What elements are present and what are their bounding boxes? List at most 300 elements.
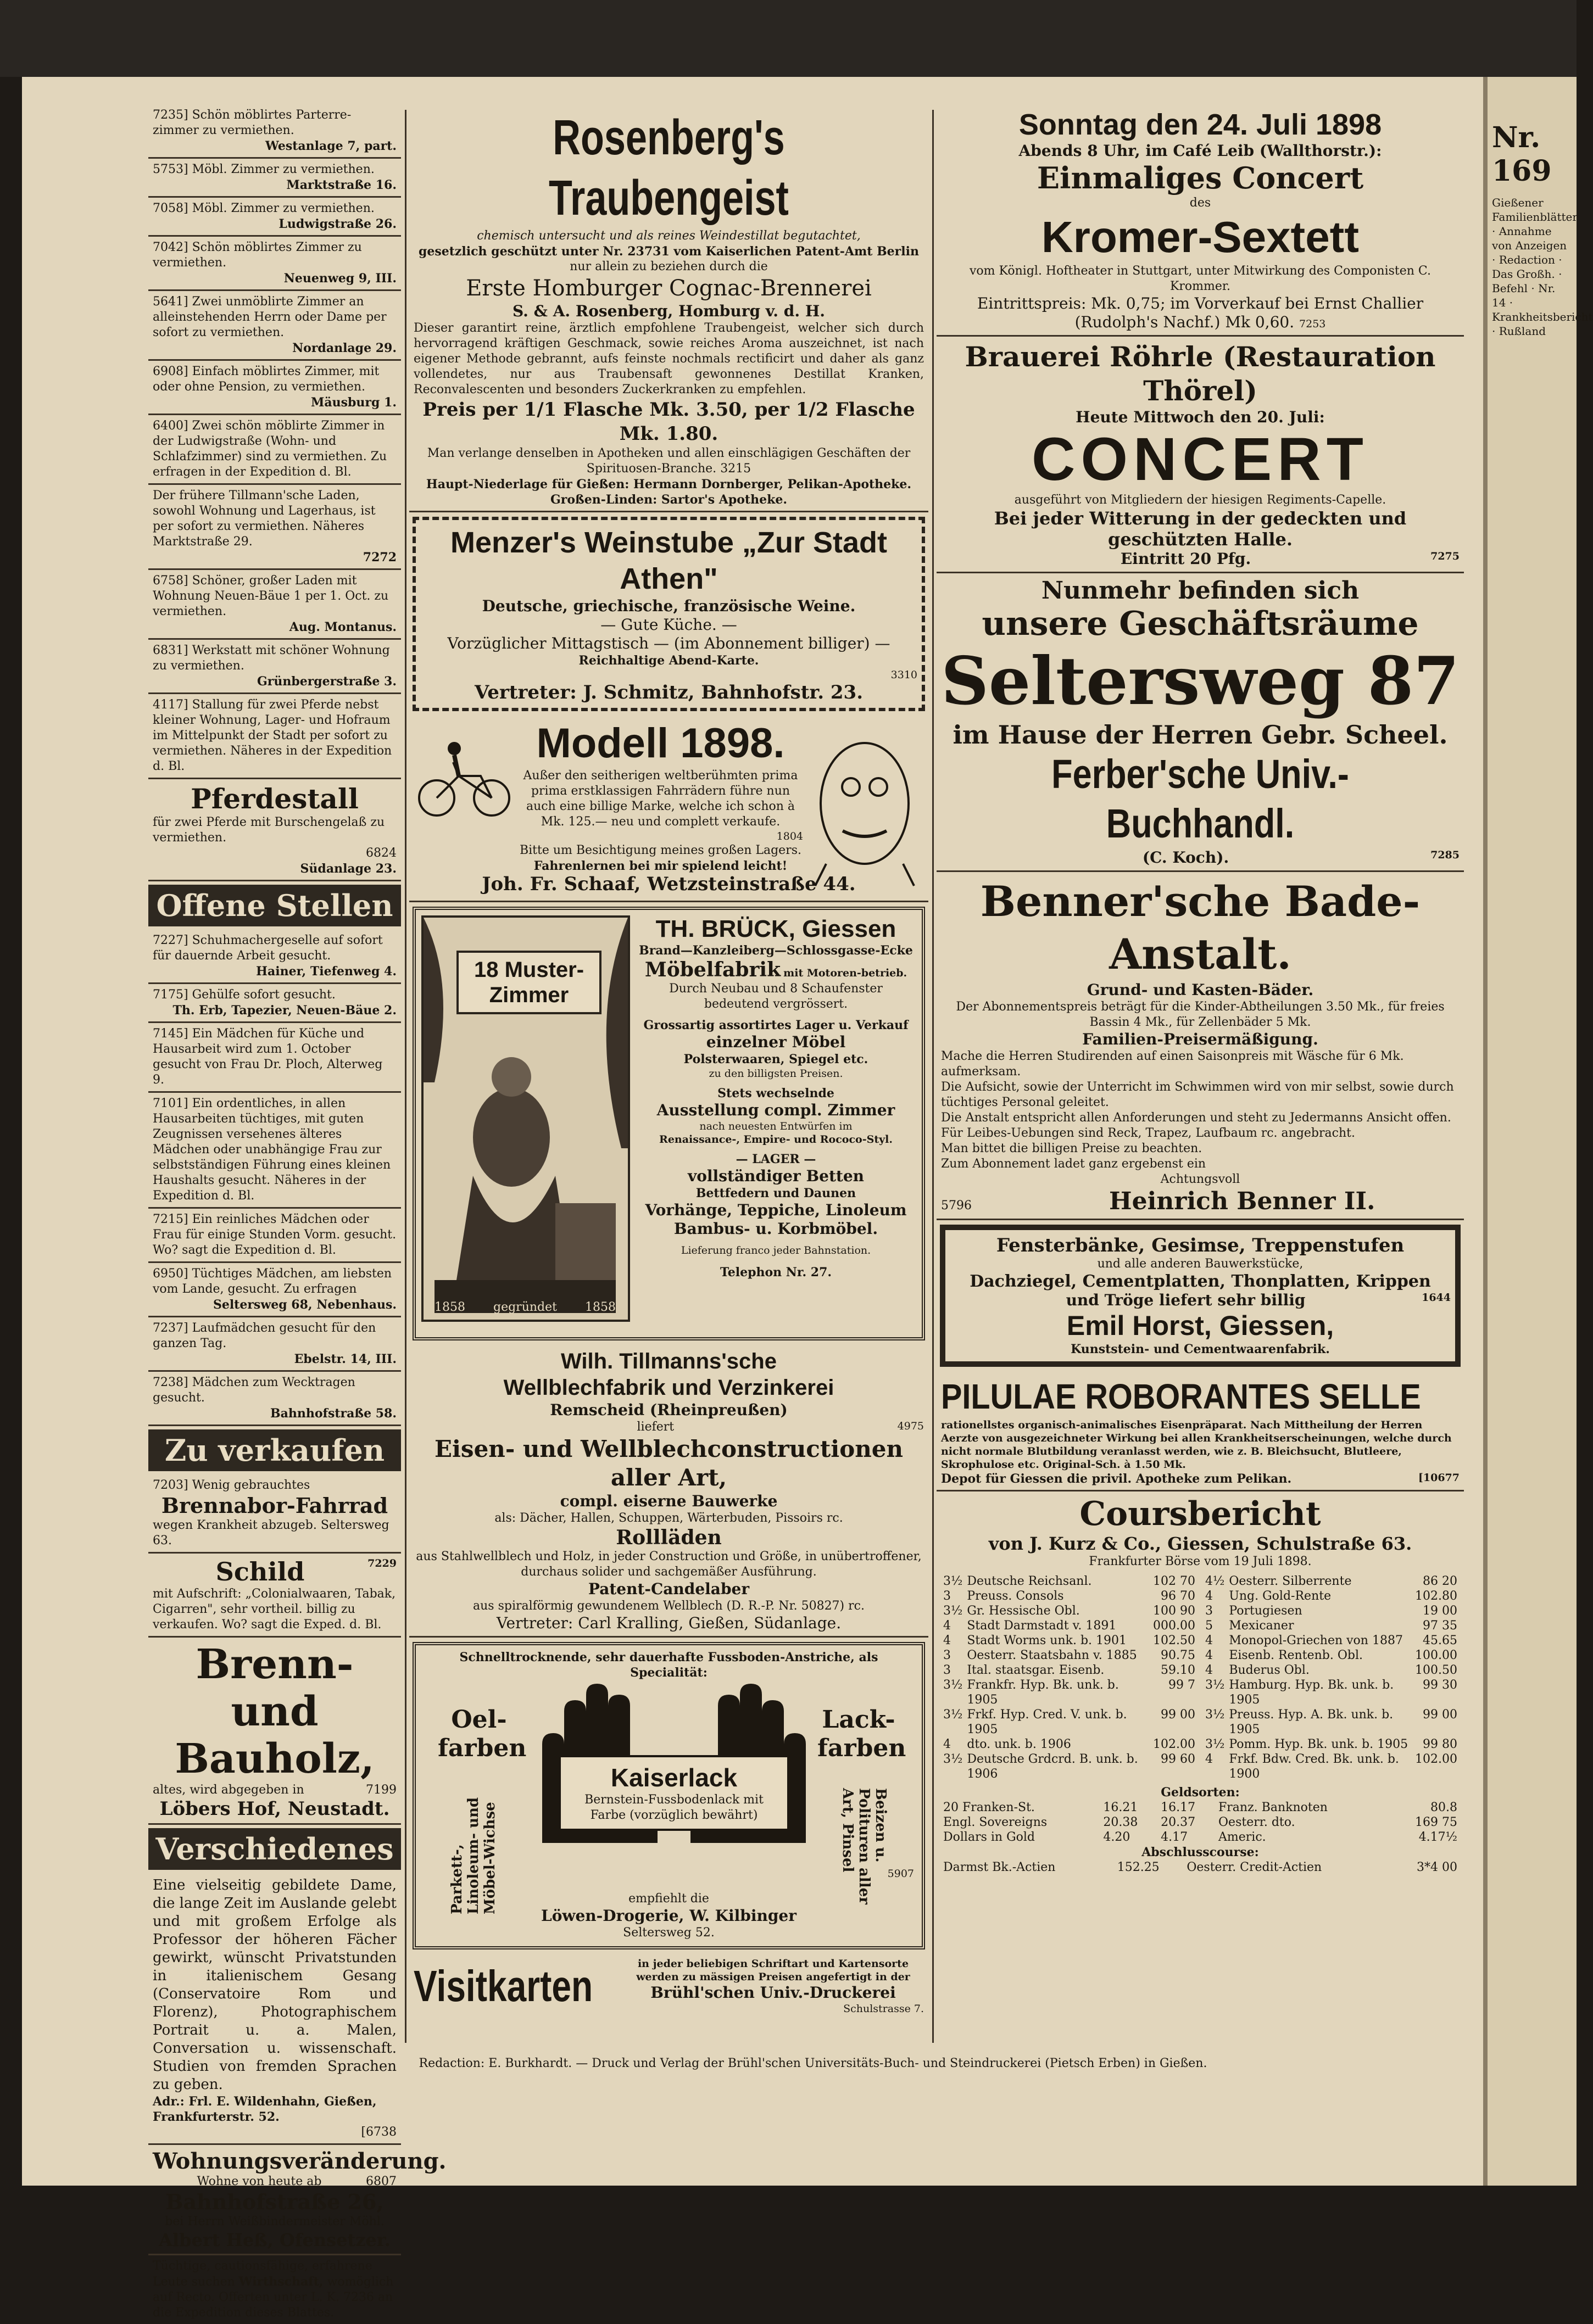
table-cell: Frankfr. Hyp. Bk. unk. b. 1905 bbox=[967, 1678, 1119, 1707]
emil-horst-ad bbox=[940, 1225, 1461, 1367]
facing-page bbox=[1483, 77, 1593, 2186]
table-row bbox=[1203, 1737, 1460, 1752]
ad-text: Zwei unmöblirte Zimmer an alleinstehenden Herrn oder Dame per sofort zu vermiethen. bbox=[153, 295, 387, 339]
table-cell: 96 70 bbox=[1161, 1589, 1195, 1603]
table-cell: 16.21 bbox=[1103, 1801, 1138, 1814]
table-cell: Hamburg. Hyp. Bk. unk. b. 1905 bbox=[1229, 1678, 1394, 1707]
ad-head: Schnelltrocknende, sehr dauerhafte Fussboden-Anstriche, als Specialität: bbox=[459, 1650, 878, 1680]
ad-firm: Ferber'sche Univ.-Buchhandl. bbox=[1051, 751, 1349, 846]
table-row bbox=[1203, 1604, 1460, 1618]
table-cell: 100.00 bbox=[1415, 1649, 1457, 1662]
ad-number: 7237] bbox=[153, 1321, 188, 1335]
ad-text: für zwei Pferde mit Burschengelaß zu vermiethen. bbox=[153, 815, 385, 845]
ad-line: Mache die Herren Studirenden auf einen Saisonpreis mit Wäsche für 6 Mk. aufmerksam. bbox=[941, 1049, 1404, 1079]
table-cell: Mexicaner bbox=[1229, 1619, 1294, 1633]
ad-big: CONCERT bbox=[1032, 426, 1369, 493]
ad-text: Tüchtiges Mädchen, am liebsten vom Lande, gesucht. Zu erfragen bbox=[153, 1267, 392, 1296]
table-cell: Americ. bbox=[1218, 1830, 1266, 1844]
ad-text: Tüchtige, cautionsfähige, erfahrene Leute suchen bbox=[153, 2259, 372, 2289]
table-cell: 3½ bbox=[1205, 1678, 1225, 1692]
table-cell: 4 bbox=[1205, 1649, 1213, 1662]
ad-text: Gehülfe sofort gesucht. bbox=[192, 988, 336, 1002]
ad-headline: Wohnungsveränderung. bbox=[153, 2148, 447, 2174]
absch-title: Abschlusscourse: bbox=[1141, 1845, 1259, 1859]
ad-line: Familien-Preisermäßigung. bbox=[1082, 1030, 1318, 1048]
ad-number: 6807 bbox=[366, 2175, 397, 2188]
ad-number: 7285 bbox=[1430, 849, 1460, 861]
ad-text: Schöner, großer Laden mit Wohnung Neuen-Bäue 1 per 1. Oct. zu vermiethen. bbox=[153, 574, 389, 618]
ad-number: 3215 bbox=[720, 462, 751, 476]
job-ad bbox=[148, 1317, 401, 1372]
ad-firm: Joh. Fr. Schaaf, Wetzsteinstraße 44. bbox=[482, 873, 856, 895]
ad-liefert: liefert bbox=[637, 1420, 675, 1434]
ad-number: 5641] bbox=[153, 295, 188, 309]
final-label-1: Darmst Bk.-Actien bbox=[943, 1861, 1056, 1874]
table-cell: 3½ bbox=[1205, 1708, 1225, 1722]
table-cell: 19 00 bbox=[1423, 1604, 1457, 1618]
ad-number: 6400] bbox=[153, 419, 188, 433]
ad-headline: Wilh. Tillmanns'sche bbox=[561, 1349, 777, 1373]
ad-number: 6831] bbox=[153, 644, 188, 657]
table-cell: 3 bbox=[943, 1589, 951, 1603]
ad-text: Möbl. Zimmer zu vermiethen. bbox=[192, 163, 375, 176]
table-cell: Frkf. Hyp. Cred. V. unk. b. 1905 bbox=[967, 1708, 1127, 1736]
table-row bbox=[1203, 1707, 1460, 1737]
ad-line: Zum Abonnement ladet ganz ergebenst ein bbox=[941, 1157, 1206, 1171]
ad-line: vollständiger Betten bbox=[687, 1167, 865, 1185]
ad-text: Stallung für zwei Pferde nebst kleiner Wohnung, Lager- und Hofraum im Mittelpunkt der Stadt per sofort zu vermiethen. Näheres in der Expedition d. Bl. bbox=[153, 698, 392, 773]
table-cell: 3 bbox=[943, 1649, 951, 1662]
column-rule bbox=[405, 110, 406, 2043]
table-cell: 4 bbox=[1205, 1752, 1213, 1766]
benner-badeanstalt-ad bbox=[937, 872, 1464, 1220]
ad-left: Oel-farben bbox=[438, 1706, 527, 1762]
ad-address: Adr.: Frl. E. Wildenhahn, Gießen, Frankfurterstr. 52. bbox=[153, 2094, 377, 2124]
ad-text: Ein reinliches Mädchen oder Frau für einige Stunden Vorm. gesucht. Wo? sagt die Expedition d. Bl. bbox=[153, 1213, 397, 1257]
ad-line: Nunmehr befinden sich bbox=[1041, 577, 1360, 605]
table-row bbox=[941, 1648, 1197, 1663]
table-cell: Preuss. Consols bbox=[967, 1589, 1064, 1603]
ad-headline: TH. BRÜCK, Giessen bbox=[655, 915, 896, 942]
table-cell: Stadt Darmstadt v. 1891 bbox=[967, 1619, 1117, 1633]
table-cell: Oesterr. Staatsbahn v. 1885 bbox=[967, 1649, 1137, 1662]
table-cell: 169 75 bbox=[1415, 1815, 1457, 1829]
ad-line: Bei jeder Witterung in der gedeckten und geschützten Halle. bbox=[994, 508, 1407, 550]
table-cell: Portugiesen bbox=[1229, 1604, 1302, 1618]
table-row bbox=[1203, 1752, 1460, 1781]
ad-line: Fahrenlernen bei mir spielend leicht! bbox=[533, 859, 788, 873]
table-cell: Monopol-Griechen von 1887 bbox=[1229, 1634, 1403, 1647]
ad-number: 7101] bbox=[153, 1097, 188, 1110]
table-cell: 4½ bbox=[1205, 1574, 1225, 1588]
kaiserlack-ad bbox=[413, 1642, 925, 1949]
ad-number: [10677 bbox=[1418, 1472, 1460, 1484]
ad-address: Grünbergerstraße 3. bbox=[257, 674, 397, 689]
ad-number: 6950] bbox=[153, 1267, 188, 1281]
ad-line: Der Abonnementspreis beträgt für die Kinder-Abtheilungen 3.50 Mk., für freies Bassin 4 Mk., für Zellenbäder 5 Mk. bbox=[956, 1000, 1445, 1029]
ad-line: nur allein zu beziehen durch die bbox=[570, 260, 768, 273]
ad-note: Man verlange denselben in Apotheken und allen einschlägigen Geschäften der Spirituosen-Branche. bbox=[427, 446, 911, 476]
year-right: 1858 bbox=[584, 1300, 616, 1314]
table-cell: 99 60 bbox=[1161, 1752, 1195, 1766]
menzer-ad bbox=[413, 517, 925, 711]
wohnungsveraenderung-ad bbox=[148, 2145, 447, 2255]
ad-text: Außer den seitherigen weltberühmten prima prima erstklassigen Fahrrädern führe nun auch eine billige Marke, welche ich schon à Mk. 125.— neu und complett verkaufe. bbox=[523, 769, 798, 829]
table-cell: 3½ bbox=[943, 1604, 963, 1618]
ad-headline: Brenn- und bbox=[196, 1641, 354, 1735]
ad-address: Nordanlage 29. bbox=[292, 341, 397, 355]
ad-number: 7229 bbox=[367, 1557, 397, 1569]
fahrrad-sale-ad bbox=[148, 1474, 401, 1554]
table-row bbox=[941, 1604, 1197, 1618]
rosenberg-ad bbox=[409, 104, 928, 512]
table-cell: 100.50 bbox=[1415, 1663, 1457, 1677]
ad-name: Heinrich Benner II. bbox=[1109, 1187, 1375, 1215]
table-cell: 45.65 bbox=[1423, 1634, 1457, 1647]
table-cell: 4 bbox=[1205, 1589, 1213, 1603]
ad-line: einzelner Möbel bbox=[706, 1033, 846, 1051]
table-cell: 102 70 bbox=[1153, 1574, 1195, 1588]
ad-number: 5753] bbox=[153, 163, 188, 176]
ad-address: Schulstrasse 7. bbox=[843, 2003, 924, 2015]
tillmanns-ad bbox=[409, 1345, 928, 1638]
table-cell: 4.17 bbox=[1161, 1830, 1188, 1844]
table-cell: Deutsche Reichsanl. bbox=[967, 1574, 1092, 1588]
column-right-ads bbox=[937, 104, 1464, 2048]
ad-subtitle: Grund- und Kasten-Bäder. bbox=[1087, 981, 1314, 999]
ad-text: Schön möblirtes Parterre- zimmer zu vermiethen. bbox=[153, 108, 352, 137]
table-row bbox=[941, 1574, 1197, 1589]
ad-line: Rollläden bbox=[616, 1526, 722, 1549]
table-cell: 90.75 bbox=[1161, 1649, 1195, 1662]
ad-firm: Erste Homburger Cognac-Brennerei bbox=[466, 276, 872, 301]
table-cell: Eisenb. Rentenb. Obl. bbox=[1229, 1649, 1363, 1662]
table-cell: 86 20 bbox=[1423, 1574, 1457, 1588]
classified-ad bbox=[148, 570, 401, 640]
imprint-footer: Redaction: E. Burkhardt. — Druck und Verlag der Brühl'schen Universitäts-Buch- und Steindruckerei (Pietsch Erben) in Gießen. bbox=[419, 2057, 1207, 2070]
ad-address: Ebelstr. 14, III. bbox=[294, 1352, 397, 1366]
job-ad bbox=[148, 1372, 401, 1426]
year-left: 1858 bbox=[435, 1300, 465, 1314]
ad-text: altes, wird abgegeben in bbox=[153, 1783, 304, 1797]
ad-line: Die Anstalt entspricht allen Anforderungen und steht zu Jedermanns Ansicht offen. bbox=[941, 1111, 1451, 1125]
ad-number: 7253 bbox=[1299, 318, 1326, 330]
classified-list bbox=[148, 104, 401, 779]
ad-line: als: Dächer, Hallen, Schuppen, Wärterbuden, Pissoirs rc. bbox=[494, 1511, 843, 1525]
brueck-ad bbox=[413, 907, 925, 1340]
final-value-2: 3*4 00 bbox=[1417, 1861, 1457, 1874]
table-row bbox=[941, 1707, 1197, 1737]
ad-side-left: Parkett-, Linoleum- und Möbel-Wichse bbox=[449, 1797, 498, 1914]
table-cell: Ung. Gold-Rente bbox=[1229, 1589, 1332, 1603]
ad-line: Vorhänge, Teppiche, Linoleum bbox=[645, 1201, 907, 1219]
ad-address: Ludwigstraße 26. bbox=[279, 217, 397, 231]
ad-address: Hainer, Tiefenweg 4. bbox=[256, 964, 397, 979]
ad-des: des bbox=[1189, 196, 1211, 210]
ad-text: Der frühere Tillmann'sche Laden, sowohl Wohnung und Lagerhaus, ist per sofort zu vermiethen. Näheres Marktstraße 29. bbox=[153, 489, 376, 549]
ad-headline: Brennabor-Fahrrad bbox=[161, 1493, 388, 1518]
ad-number: 7042] bbox=[153, 241, 188, 254]
ad-subtitle: Kunststein- und Cementwaarenfabrik. bbox=[1071, 1342, 1330, 1356]
ad-firm: Brühl'schen Univ.-Druckerei bbox=[650, 1984, 896, 2002]
ad-headline-2: Wellblechfabrik und Verzinkerei bbox=[503, 1376, 834, 1400]
table-row bbox=[941, 1800, 1460, 1815]
table-cell bbox=[1384, 1800, 1391, 1815]
ad-line: Grossartig assortirtes Lager u. Verkauf bbox=[643, 1018, 909, 1032]
schild-sale-ad bbox=[148, 1554, 401, 1638]
column-middle-ads bbox=[409, 104, 928, 2048]
classified-ad bbox=[148, 291, 401, 361]
ad-text: Einfach möblirtes Zimmer, mit oder ohne Pension, zu vermiethen. bbox=[153, 365, 380, 394]
table-row bbox=[1203, 1663, 1460, 1678]
table-cell: Gr. Hessische Obl. bbox=[967, 1604, 1080, 1618]
classified-ad bbox=[148, 361, 401, 415]
table-cell: 3½ bbox=[943, 1708, 963, 1722]
table-cell: Ital. staatsgar. Eisenb. bbox=[967, 1663, 1105, 1677]
ad-number: 6824 bbox=[366, 846, 397, 860]
ad-headline: Brauerei Röhrle (Restauration Thörel) bbox=[965, 340, 1436, 407]
table-cell: 102.80 bbox=[1415, 1589, 1457, 1603]
ad-line: zu den billigsten Preisen. bbox=[709, 1068, 843, 1080]
table-cell: 3½ bbox=[1205, 1738, 1225, 1751]
ad-depot-2: Großen-Linden: Sartor's Apotheke. bbox=[550, 493, 787, 507]
ad-headline: PILULAE ROBORANTES SELLE bbox=[941, 1377, 1421, 1416]
table-cell: Oesterr. Silberrente bbox=[1229, 1574, 1352, 1588]
table-cell: 16.17 bbox=[1161, 1801, 1196, 1814]
job-ad bbox=[148, 930, 401, 984]
final-row bbox=[941, 1860, 1460, 1875]
furniture-illustration bbox=[421, 915, 630, 1322]
ad-line: und Tröge liefert sehr billig bbox=[1066, 1291, 1306, 1309]
ad-line: ausgeführt von Mitgliedern der hiesigen Regiments-Capelle. bbox=[1014, 493, 1386, 507]
classified-ad bbox=[148, 237, 401, 291]
table-cell: 3½ bbox=[943, 1574, 963, 1588]
ad-depot: Depot für Giessen die privil. Apotheke zum Pelikan. bbox=[941, 1472, 1292, 1486]
gold-table bbox=[941, 1800, 1460, 1845]
ad-body: Dieser garantirt reine, ärztlich empfohlene Traubengeist, welcher sich durch hervorragend kräftigen Geschmack, sowie reiches Aroma auszeichnet, ist nach eigener Methode gebrannt, aufs feinste nochmals rectificirt und daher als ganz vollendetes, nur aus Traubensaft gewonnenes Destillat Kranken, Reconvalescenten und besonders Zuckerkranken zu empfehlen. bbox=[414, 321, 924, 396]
ad-text: Wohne von heute ab bbox=[197, 2175, 322, 2188]
ad-number: 7175] bbox=[153, 988, 188, 1002]
visitkarten-ad bbox=[409, 1954, 928, 2019]
ad-subtitle: Bernstein-Fussbodenlack mit Farbe (vorzüglich bewährt) bbox=[584, 1793, 764, 1822]
table-row bbox=[941, 1752, 1197, 1781]
table-cell: Preuss. Hyp. A. Bk. unk. b. 1905 bbox=[1229, 1708, 1394, 1736]
table-row bbox=[941, 1737, 1197, 1752]
column-classifieds bbox=[148, 104, 447, 2320]
ad-headline: Kromer-Sextett bbox=[1041, 213, 1359, 261]
classified-ad bbox=[148, 198, 401, 237]
ad-line: Bambus- u. Korbmöbel. bbox=[673, 1220, 878, 1238]
ad-line: aus spiralförmig gewundenem Wellblech (D. R.-P. Nr. 50827) rc. bbox=[473, 1599, 865, 1613]
ad-line: Lieferung franco jeder Bahnstation. bbox=[681, 1244, 871, 1256]
ad-text: Eine vielseitig gebildete Dame, die lange Zeit im Auslande gelebt und mit großem Erfolge als Professor der höheren Fächer gewirkt, wünscht Privatstunden in italienischem Gesang (Conservatoire Rom und Florenz), Photographischem Portrait u. a. Malen, Conversation u. wissenschaft. Studien von fremden Sprachen zu geben. bbox=[153, 1877, 397, 2093]
ad-address: Seltersweg 68, Nebenhaus. bbox=[213, 1298, 397, 1312]
ad-number: 7238] bbox=[153, 1376, 188, 1389]
ad-headline: Menzer's Weinstube „Zur Stadt Athen" bbox=[450, 526, 887, 595]
page-number: Nr. 169 bbox=[1492, 121, 1552, 188]
ad-text: Schuhmachergeselle auf sofort für dauernde Arbeit gesucht. bbox=[153, 934, 383, 963]
table-cell: 20.37 bbox=[1161, 1815, 1196, 1829]
final-label-2: Oesterr. Credit-Actien bbox=[1187, 1861, 1322, 1874]
course-table-right bbox=[1203, 1574, 1460, 1781]
ad-firm: von J. Kurz & Co., Giessen, Schulstraße 63. bbox=[988, 1533, 1412, 1554]
ad-text: Laufmädchen gesucht für den ganzen Tag. bbox=[153, 1321, 376, 1350]
ad-address: Südanlage 23. bbox=[300, 862, 397, 876]
ad-firm: Löwen-Drogerie, W. Kilbinger bbox=[541, 1907, 796, 1925]
pic-label: 18 Muster-Zimmer bbox=[456, 951, 601, 1014]
ad-line: und alle anderen Bauwerkstücke, bbox=[1097, 1257, 1304, 1271]
classified-ad bbox=[148, 485, 401, 570]
table-cell: Buderus Obl. bbox=[1229, 1663, 1310, 1677]
ad-line: — Gute Küche. — bbox=[600, 616, 737, 634]
table-cell: dto. unk. b. 1906 bbox=[967, 1738, 1071, 1751]
pferdestall-ad bbox=[148, 779, 401, 881]
ad-text: Ein ordentliches, in allen Hausarbeiten tüchtiges, mit guten Zeugnissen versehenes älteres Mädchen oder unabhängige Frau zur selbstständigen Führung eines kleinen Haushalts gesucht. Näheres in der Expedition d. Bl. bbox=[153, 1097, 391, 1203]
ad-price: Preis per 1/1 Flasche Mk. 3.50, per 1/2 Flasche Mk. 1.80. bbox=[422, 399, 915, 445]
ad-headline: Coursbericht bbox=[1079, 1495, 1321, 1533]
brennholz-ad bbox=[148, 1638, 401, 1825]
ad-number: 7145] bbox=[153, 1027, 188, 1041]
ferber-buchhandlung-ad bbox=[937, 573, 1464, 872]
ad-address: Westanlage 7, part. bbox=[265, 139, 397, 153]
table-cell: 97 35 bbox=[1423, 1619, 1457, 1633]
table-row bbox=[941, 1633, 1197, 1648]
ad-line: Man bittet die billigen Preise zu beachten. bbox=[941, 1142, 1202, 1155]
ad-right: Lack-farben bbox=[817, 1706, 906, 1762]
table-row bbox=[941, 1815, 1460, 1830]
table-cell: Pomm. Hyp. Bk. unk. b. 1905 bbox=[1229, 1738, 1408, 1751]
table-cell: 000.00 bbox=[1153, 1619, 1195, 1633]
ad-number: 4117] bbox=[153, 698, 188, 712]
table-cell: 4 bbox=[1205, 1634, 1213, 1647]
job-ad bbox=[148, 1263, 401, 1317]
table-cell: 100 90 bbox=[1153, 1604, 1195, 1618]
table-row bbox=[1203, 1589, 1460, 1604]
ad-line: Dachziegel, Cementplatten, Thonplatten, Krippen bbox=[970, 1272, 1431, 1291]
modell-1898-ad bbox=[409, 716, 928, 902]
ad-text: Schön möblirtes Zimmer zu vermiethen. bbox=[153, 241, 362, 270]
pilulae-ad bbox=[937, 1371, 1464, 1491]
table-cell: Stadt Worms unk. b. 1901 bbox=[967, 1634, 1127, 1647]
table-cell: 4.20 bbox=[1103, 1830, 1130, 1844]
ad-big: Seltersweg 87 bbox=[941, 643, 1460, 720]
brauerei-roehrle-ad bbox=[937, 337, 1464, 573]
ad-line: Die Aufsicht, sowie der Unterricht im Schwimmen wird von mir selbst, sowie durch tüchtiges Personal geleitet. bbox=[941, 1080, 1454, 1109]
table-row bbox=[941, 1830, 1460, 1845]
wirthschaft-ad bbox=[148, 2255, 401, 2324]
ad-line: Vorzüglicher Mittagstisch — (im Abonnement billiger) — bbox=[447, 634, 890, 652]
classified-ad bbox=[148, 415, 401, 485]
ad-headline: Rosenberg's Traubengeist bbox=[549, 110, 789, 226]
ad-headline: Schild bbox=[215, 1557, 305, 1586]
ad-owner: (C. Koch). bbox=[1142, 848, 1229, 867]
table-row bbox=[1203, 1618, 1460, 1633]
ad-number: 3310 bbox=[890, 669, 917, 681]
ad-line: Eintrittspreis: Mk. 0,75; im Vorverkauf bei Ernst Challier (Rudolph's Nachf.) Mk 0,60. bbox=[977, 294, 1424, 331]
ad-line: Deutsche, griechische, französische Weine. bbox=[482, 597, 856, 615]
ad-number: 7058] bbox=[153, 202, 188, 215]
ad-number: 1644 bbox=[1422, 1292, 1451, 1304]
ad-number: [6738 bbox=[361, 2125, 397, 2139]
table-cell bbox=[1384, 1830, 1391, 1845]
ad-text: Werkstatt mit schöner Wohnung zu vermiethen. bbox=[153, 644, 390, 673]
table-row bbox=[941, 1618, 1197, 1633]
section-banner-offene-stellen: Offene Stellen bbox=[148, 885, 401, 926]
table-cell: Engl. Sovereigns bbox=[943, 1815, 1048, 1829]
ad-text-2: bei Herrn Weißbindermeister Möhl. bbox=[165, 2215, 385, 2228]
ad-bold: Wirthschaft, bbox=[238, 2275, 324, 2289]
ad-name: Emil Horst, Giessen, bbox=[1066, 1310, 1334, 1341]
table-cell: 20 Franken-St. bbox=[943, 1801, 1035, 1814]
table-cell: 59.10 bbox=[1161, 1663, 1195, 1677]
section-banner-verschiedenes: Verschiedenes bbox=[148, 1828, 401, 1870]
ad-text: mit Aufschrift: „Colonialwaaren, Tabak, Cigarren", sehr vortheil. billig zu verkaufen. Wo? sagt die Exped. d. Bl. bbox=[153, 1587, 396, 1632]
ad-line: compl. eiserne Bauwerke bbox=[560, 1492, 778, 1510]
ad-time: Abends 8 Uhr, im Café Leib (Wallthorstr.): bbox=[1018, 142, 1382, 160]
ad-owner: S. & A. Rosenberg, Homburg v. d. H. bbox=[512, 302, 826, 320]
ad-line: gesetzlich geschützt unter Nr. 23731 vom Kaiserlichen Patent-Amt Berlin bbox=[419, 244, 919, 259]
ad-line: Eintritt 20 Pfg. bbox=[1120, 550, 1251, 568]
ad-telephone: Telephon Nr. 27. bbox=[720, 1265, 832, 1280]
ad-address: Bahnhofstraße 26, bbox=[165, 2189, 384, 2214]
ad-headline: Visitkarten bbox=[414, 1962, 593, 2010]
ad-tail: wegen Krankheit abzugeb. Seltersweg 63. bbox=[153, 1518, 389, 1548]
classified-ad bbox=[148, 104, 401, 159]
ad-number: 6908] bbox=[153, 365, 188, 378]
ad-line: Fensterbänke, Gesimse, Treppenstufen bbox=[996, 1234, 1405, 1256]
ad-depot: Haupt-Niederlage für Gießen: Hermann Dornberger, Pelikan-Apotheke. bbox=[426, 477, 912, 491]
ad-text: Mädchen zum Wecktragen gesucht. bbox=[153, 1376, 355, 1405]
table-row bbox=[941, 1589, 1197, 1604]
ad-product: Kaiserlack bbox=[610, 1763, 738, 1792]
ad-text: Möbl. Zimmer zu vermiethen. bbox=[192, 202, 375, 215]
table-row bbox=[941, 1663, 1197, 1678]
ad-address: Neuenweg 9, III. bbox=[283, 271, 397, 286]
ad-date: Sonntag den 24. Juli 1898 bbox=[1018, 108, 1382, 141]
table-cell: 99 80 bbox=[1423, 1738, 1457, 1751]
ad-address: 7272 bbox=[363, 550, 397, 565]
table-cell: Frkf. Bdw. Cred. Bk. unk. b. 1900 bbox=[1229, 1752, 1399, 1781]
ad-number: 6758] bbox=[153, 574, 188, 588]
portrait-illustration bbox=[804, 721, 925, 886]
section-banner-zu-verkaufen: Zu verkaufen bbox=[148, 1429, 401, 1471]
ad-text: Wenig gebrauchtes bbox=[192, 1478, 310, 1492]
ad-headline-2: Bauholz, bbox=[175, 1735, 375, 1783]
ad-line: unsere Geschäftsräume bbox=[982, 605, 1419, 643]
ad-address: Th. Erb, Tapezier, Neuen-Bäue 2. bbox=[172, 1003, 397, 1018]
ad-address: Aug. Montanus. bbox=[289, 620, 397, 634]
classified-ad bbox=[148, 640, 401, 694]
ad-number: 7215] bbox=[153, 1213, 188, 1226]
ad-text: Zwei schön möblirte Zimmer in der Ludwigstraße (Wohn- und Schlafzimmer) sind zu vermiethen. Zu erfragen in der Expedition d. Bl. bbox=[153, 419, 387, 479]
ad-number: 5907 bbox=[887, 1868, 914, 1880]
ad-line: chemisch untersucht und als reines Weindestillat begutachtet, bbox=[477, 229, 861, 243]
ad-name: Albert Heß, Ofensetzer. bbox=[159, 2230, 391, 2250]
table-row bbox=[1203, 1633, 1460, 1648]
table-cell bbox=[1384, 1815, 1391, 1830]
ad-side-right: Beizen u. Polituren aller Art, Pinsel bbox=[839, 1788, 889, 1904]
ad-line: Patent-Candelaber bbox=[588, 1580, 750, 1598]
ad-address: Löbers Hof, Neustadt. bbox=[159, 1798, 390, 1820]
ad-line: Polsterwaaren, Spiegel etc. bbox=[683, 1052, 868, 1066]
ad-date: Heute Mittwoch den 20. Juli: bbox=[1076, 408, 1325, 426]
column-rule bbox=[932, 110, 934, 2043]
ad-line: Renaissance-, Empire- und Rococo-Styl. bbox=[659, 1133, 893, 1146]
table-cell: 3½ bbox=[943, 1678, 963, 1692]
table-cell: 99 7 bbox=[1168, 1678, 1195, 1692]
table-cell: 80.8 bbox=[1430, 1801, 1457, 1814]
job-ad bbox=[148, 1209, 401, 1263]
